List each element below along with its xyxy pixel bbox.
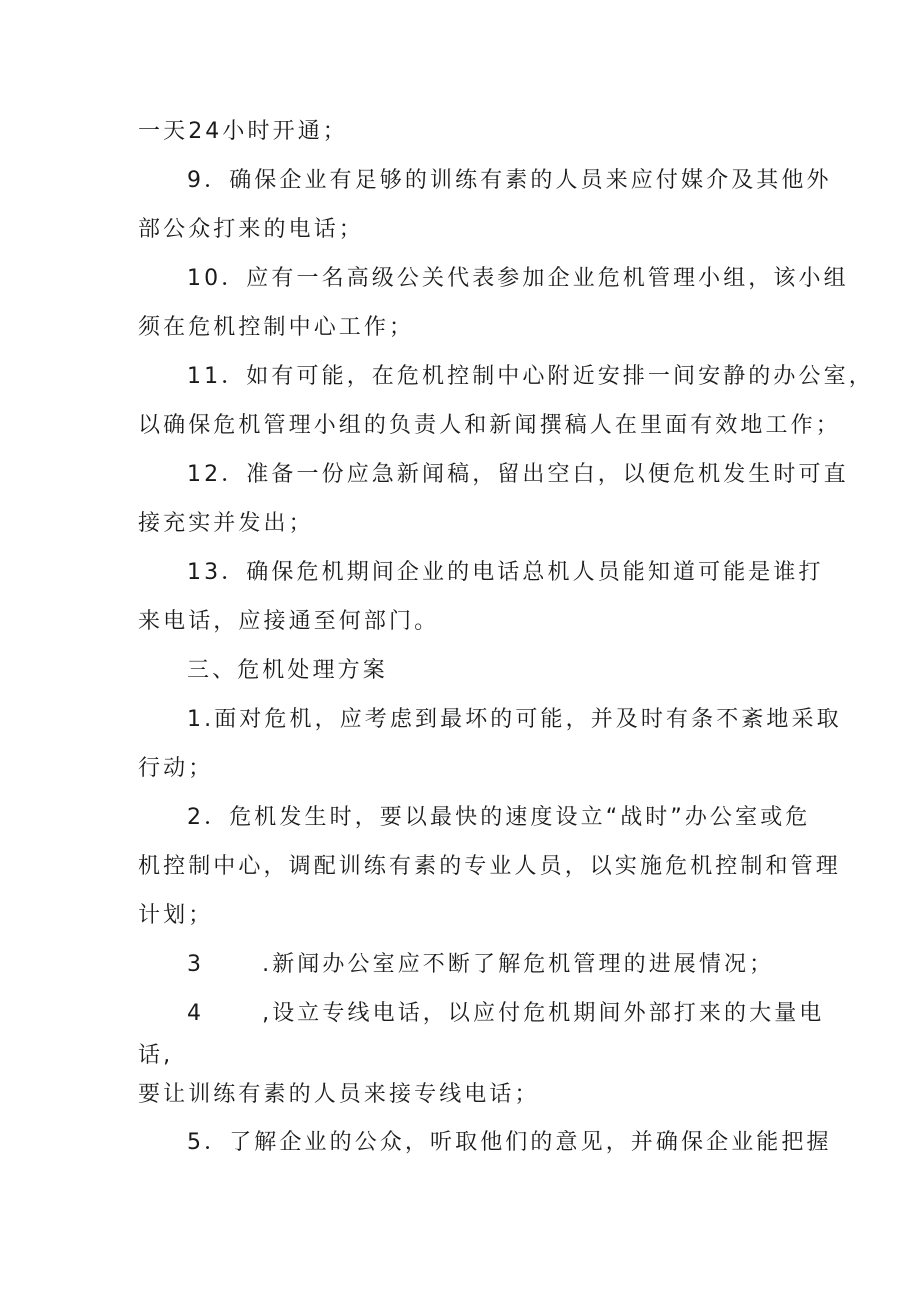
item-text: .新闻办公室应不断了解危机管理的进展情况； <box>262 952 775 977</box>
text-line: 话, <box>138 1043 174 1068</box>
section-heading: 三、危机处理方案 <box>187 658 388 683</box>
item-number: 4 <box>187 1001 205 1026</box>
text-line: 13．确保危机期间企业的电话总机人员能知道可能是谁打 <box>187 560 824 585</box>
text-line: 9．确保企业有足够的训练有素的人员来应付媒介及其他外 <box>187 168 832 193</box>
text-line: 2．危机发生时，要以最快的速度设立“战时”办公室或危 <box>187 805 811 830</box>
text-line: 11．如有可能，在危机控制中心附近安排一间安静的办公室， <box>187 364 874 389</box>
text-line: 5．了解企业的公众，听取他们的意见，并确保企业能把握 <box>187 1130 832 1155</box>
text-line: 10．应有一名高级公关代表参加企业危机管理小组，该小组 <box>187 266 849 291</box>
text-line: 行动； <box>138 756 214 781</box>
text-line: 部公众打来的电话； <box>138 217 364 242</box>
text-line: 计划； <box>138 903 214 928</box>
text-line: 以确保危机管理小组的负责人和新闻撰稿人在里面有效地工作； <box>138 413 841 438</box>
text-line: 接充实并发出； <box>138 511 314 536</box>
text-line: 机控制中心，调配训练有素的专业人员，以实施危机控制和管理 <box>138 854 841 879</box>
text-line: 来电话，应接通至何部门。 <box>138 609 440 634</box>
text-line: 1.面对危机，应考虑到最坏的可能，并及时有条不紊地采取 <box>187 707 842 732</box>
text-line: 12．准备一份应急新闻稿，留出空白，以便危机发生时可直 <box>187 462 849 487</box>
text-line <box>187 950 774 980</box>
text-line: 一天24小时开通； <box>138 119 348 144</box>
item-number: 3 <box>187 952 205 977</box>
text-line <box>187 999 824 1029</box>
text-line: 须在危机控制中心工作； <box>138 315 415 340</box>
text-line: 要让训练有素的人员来接专线电话； <box>138 1082 540 1107</box>
item-text: ,设立专线电话，以应付危机期间外部打来的大量电 <box>262 1001 825 1026</box>
